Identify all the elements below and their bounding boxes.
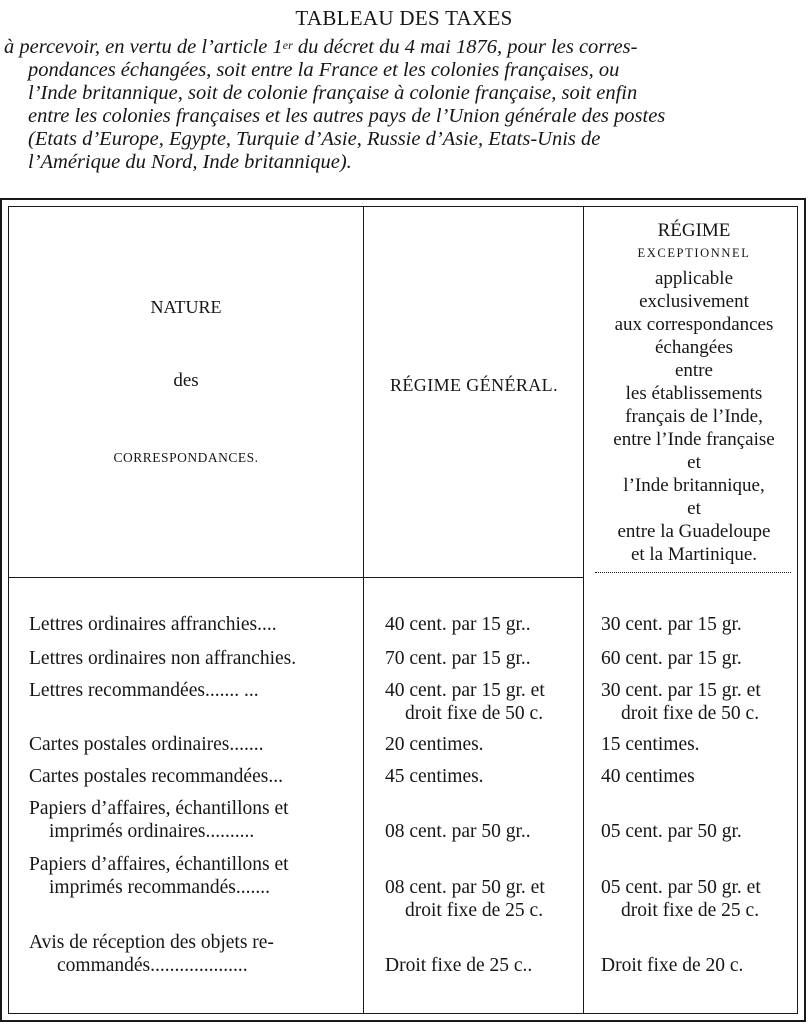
header-exceptional-line: échangées [654, 337, 734, 358]
cell-nature [29, 679, 365, 702]
intro-paragraph [4, 36, 804, 174]
cell-text: 05 cent. par 50 gr. et [601, 877, 761, 898]
cell-general [385, 613, 585, 636]
cell-text: commandés.................... [57, 955, 248, 976]
cell-text: droit fixe de 50 c. [621, 703, 760, 724]
cell-text: 20 centimes. [385, 734, 484, 755]
cell-nature [29, 853, 365, 899]
cell-text: Papiers d’affaires, échantillons et [29, 854, 289, 875]
cell-text: 08 cent. par 50 gr.. [385, 821, 531, 842]
cell-text: Droit fixe de 20 c. [601, 955, 744, 976]
header-exceptional-line: et la Martinique. [630, 544, 758, 565]
tax-table [0, 198, 806, 1022]
cell-text: 15 centimes. [601, 734, 700, 755]
cell-text: imprimés ordinaires.......... [49, 821, 255, 842]
header-exceptional [585, 219, 803, 566]
cell-text: Lettres ordinaires affranchies.... [29, 614, 277, 635]
header-rule [595, 572, 791, 573]
cell-nature [29, 797, 365, 843]
header-general: RÉGIME GÉNÉRAL. [390, 375, 558, 395]
cell-nature [29, 613, 365, 636]
cell-general [385, 876, 585, 922]
header-nature-title: NATURE [150, 297, 222, 317]
cell-text: Cartes postales recommandées... [29, 766, 283, 787]
intro-superscript: er [282, 38, 293, 52]
cell-general [385, 954, 585, 977]
cell-exceptional [601, 647, 801, 670]
cell-text: imprimés recommandés....... [49, 877, 270, 898]
header-rule [363, 577, 583, 578]
header-exceptional-line: exclusivement [639, 291, 749, 312]
header-nature-des: des [173, 370, 199, 391]
header-nature [9, 297, 363, 466]
cell-text: Lettres recommandées....... ... [29, 680, 259, 701]
tax-table-inner [8, 206, 798, 1014]
cell-general [385, 679, 585, 725]
cell-general [385, 647, 585, 670]
intro-line [4, 36, 804, 59]
intro-line: l’Inde britannique, soit de colonie française à colonie française, soit enfin [28, 82, 638, 104]
cell-exceptional [601, 613, 801, 636]
cell-text: 40 cent. par 15 gr. et [385, 680, 545, 701]
cell-nature [29, 931, 365, 977]
header-rule [9, 577, 363, 578]
header-exceptional-line: français de l’Inde, [625, 406, 763, 427]
cell-exceptional [601, 733, 801, 756]
cell-general [385, 765, 585, 788]
cell-text: 40 cent. par 15 gr.. [385, 614, 531, 635]
cell-text: Droit fixe de 25 c.. [385, 955, 533, 976]
cell-exceptional [601, 765, 801, 788]
header-exceptional-sub: EXCEPTIONNEL [637, 246, 751, 260]
cell-nature [29, 733, 365, 756]
cell-text: droit fixe de 50 c. [405, 703, 544, 724]
intro-line: (Etats d’Europe, Egypte, Turquie d’Asie, Russie d’Asie, Etats-Unis de [28, 128, 601, 150]
cell-text: 30 cent. par 15 gr. et [601, 680, 761, 701]
cell-text: Cartes postales ordinaires....... [29, 734, 264, 755]
cell-text: 70 cent. par 15 gr.. [385, 648, 531, 669]
cell-text: 45 centimes. [385, 766, 484, 787]
cell-text: droit fixe de 25 c. [405, 900, 544, 921]
header-exceptional-line: entre [675, 360, 713, 381]
cell-text: Avis de réception des objets re- [29, 932, 274, 953]
header-exceptional-line: applicable [654, 268, 734, 289]
cell-text: droit fixe de 25 c. [621, 900, 760, 921]
cell-text: 08 cent. par 50 gr. et [385, 877, 545, 898]
header-exceptional-line: entre la Guadeloupe [617, 521, 771, 542]
header-nature-sub: CORRESPONDANCES. [113, 450, 259, 465]
header-exceptional-title: RÉGIME [657, 220, 731, 241]
cell-text: 05 cent. par 50 gr. [601, 821, 742, 842]
cell-exceptional [601, 679, 801, 725]
intro-line: entre les colonies françaises et les autres pays de l’Union générale des postes [28, 105, 666, 127]
cell-exceptional [601, 954, 801, 977]
header-exceptional-line: l’Inde britannique, [623, 475, 765, 496]
cell-exceptional [601, 876, 801, 922]
header-exceptional-line: et [687, 498, 701, 519]
cell-text: 40 centimes [601, 766, 695, 787]
header-exceptional-line: entre l’Inde française [613, 429, 775, 450]
cell-text: 60 cent. par 15 gr. [601, 648, 742, 669]
cell-text: 30 cent. par 15 gr. [601, 614, 742, 635]
cell-text: Lettres ordinaires non affranchies. [29, 648, 297, 669]
intro-text: du décret du 4 mai 1876, pour les corres- [292, 36, 638, 58]
page-title: TABLEAU DES TAXES [295, 6, 513, 30]
intro-text: à percevoir, en vertu de l’article 1 [4, 36, 283, 58]
cell-general [385, 733, 585, 756]
cell-general [385, 820, 585, 843]
cell-exceptional [601, 820, 801, 843]
cell-nature [29, 765, 365, 788]
cell-text: Papiers d’affaires, échantillons et [29, 798, 289, 819]
header-exceptional-line: aux correspondances [614, 314, 774, 335]
header-exceptional-line: les établissements [625, 383, 763, 404]
intro-line: pondances échangées, soit entre la France et les colonies françaises, ou [28, 59, 620, 81]
cell-nature [29, 647, 365, 670]
intro-line: l’Amérique du Nord, Inde britannique). [28, 151, 352, 173]
header-exceptional-line: et [687, 452, 701, 473]
